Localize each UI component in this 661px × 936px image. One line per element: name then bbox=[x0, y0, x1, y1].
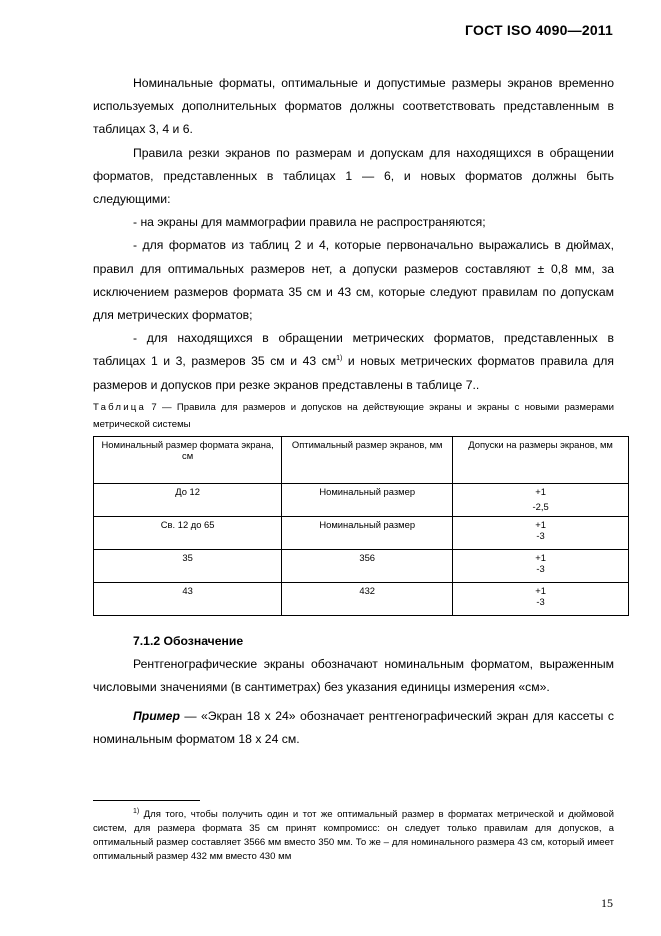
cell-tolerance bbox=[453, 549, 629, 582]
paragraph-formats: Номинальные форматы, оптимальные и допустимые размеры экранов временно используемых дополнительных форматов должны соответствовать представленным в таблицах 3, 4 и 6. bbox=[93, 76, 614, 137]
table-header-row bbox=[94, 436, 629, 483]
tolerance-minus: -3 bbox=[536, 529, 545, 541]
bullet-metric-text-2: и новых метрических форматов правила для размеров и допусков при резке экранов представлены в таблице 7.. bbox=[93, 354, 615, 392]
table-row bbox=[94, 516, 629, 549]
bullet-mammography: - на экраны для маммографии правила не распространяются; bbox=[133, 215, 486, 230]
paragraph-cutting-rules: Правила резки экранов по размерам и допускам для находящихся в обращении форматов, представленных в таблицах 1 — 6, и новых форматов должны быть следующими: bbox=[93, 145, 614, 207]
bullet-metric-text-1: - для находящихся в обращении метрических форматов, представленных в таблицах 1 и 3, размеров 35 см и 43 см bbox=[93, 331, 614, 369]
section-title: 7.1.2 Обозначение bbox=[133, 633, 244, 648]
table-row bbox=[94, 582, 629, 615]
header-optimal-size: Оптимальный размер экранов, мм bbox=[282, 436, 453, 483]
cell-format: До 12 bbox=[94, 483, 282, 516]
cell-format: 35 bbox=[94, 549, 282, 582]
footnote-divider bbox=[93, 800, 200, 801]
example-label: Пример bbox=[133, 709, 180, 724]
cell-format: 43 bbox=[94, 582, 282, 615]
bullet-inch-formats: - для форматов из таблиц 2 и 4, которые первоначально выражались в дюймах, правил для оптимальных размеров нет, а допуски размеров составляют ± 0,8 мм, за исключением размеров формата 35 см и 43 см, которые следуют правилам по допускам для метрических форматов; bbox=[93, 238, 614, 323]
tolerance-plus: +1 bbox=[535, 584, 546, 596]
tolerance-minus: -3 bbox=[536, 595, 545, 607]
page-content bbox=[93, 72, 614, 752]
cell-tolerance bbox=[453, 483, 629, 516]
table-caption bbox=[93, 399, 614, 433]
footnote-text: Для того, чтобы получить один и тот же оптимальный размер в форматах метрической и дюймовой систем, для размера формата 35 см принят компромисс: он следует только правилам для допусков, а оптимальный размер составляет 3566 мм вместо 350 мм. То же – для номинального размера 43 см, который имеет оптимальный размер 432 мм вместо 430 мм bbox=[93, 809, 614, 862]
cell-tolerance bbox=[453, 582, 629, 615]
tolerance-minus: -3 bbox=[536, 562, 545, 574]
tolerance-plus: +1 bbox=[535, 551, 546, 563]
cell-tolerance bbox=[453, 516, 629, 549]
header-tolerances: Допуски на размеры экранов, мм bbox=[453, 436, 629, 483]
footnote bbox=[93, 808, 614, 864]
tolerance-plus: +1 bbox=[535, 518, 546, 530]
cell-optimal: 432 bbox=[282, 582, 453, 615]
paragraph-example bbox=[93, 705, 614, 751]
tolerance-table bbox=[93, 436, 629, 616]
footnote-reference: 1) bbox=[336, 355, 343, 363]
paragraph-designation: Рентгенографические экраны обозначают номинальным форматом, выраженным числовыми значениями (в сантиметрах) без указания единицы измерения «см». bbox=[93, 656, 614, 695]
tolerance-plus: +1 bbox=[535, 485, 546, 497]
table-caption-label: Таблица bbox=[93, 401, 147, 413]
example-text: — «Экран 18 х 24» обозначает рентгенографический экран для кассеты с номинальным форматом 18 х 24 см. bbox=[93, 709, 614, 747]
cell-format: Св. 12 до 65 bbox=[94, 516, 282, 549]
cell-optimal: Номинальный размер bbox=[282, 516, 453, 549]
footnote-mark: 1) bbox=[133, 807, 140, 815]
table-caption-text: 7 — Правила для размеров и допусков на действующие экраны и экраны с новыми размерами метрической системы bbox=[93, 401, 614, 430]
page-number: 15 bbox=[601, 896, 613, 910]
header-nominal-size: Номинальный размер формата экрана, см bbox=[94, 436, 282, 483]
bullet-metric-formats bbox=[93, 327, 614, 397]
cell-optimal: Номинальный размер bbox=[282, 483, 453, 516]
tolerance-minus: -2,5 bbox=[532, 500, 549, 512]
table-row bbox=[94, 549, 629, 582]
table-row bbox=[94, 483, 629, 516]
document-id-header: ГОСТ ISO 4090—2011 bbox=[465, 22, 613, 38]
cell-optimal: 356 bbox=[282, 549, 453, 582]
